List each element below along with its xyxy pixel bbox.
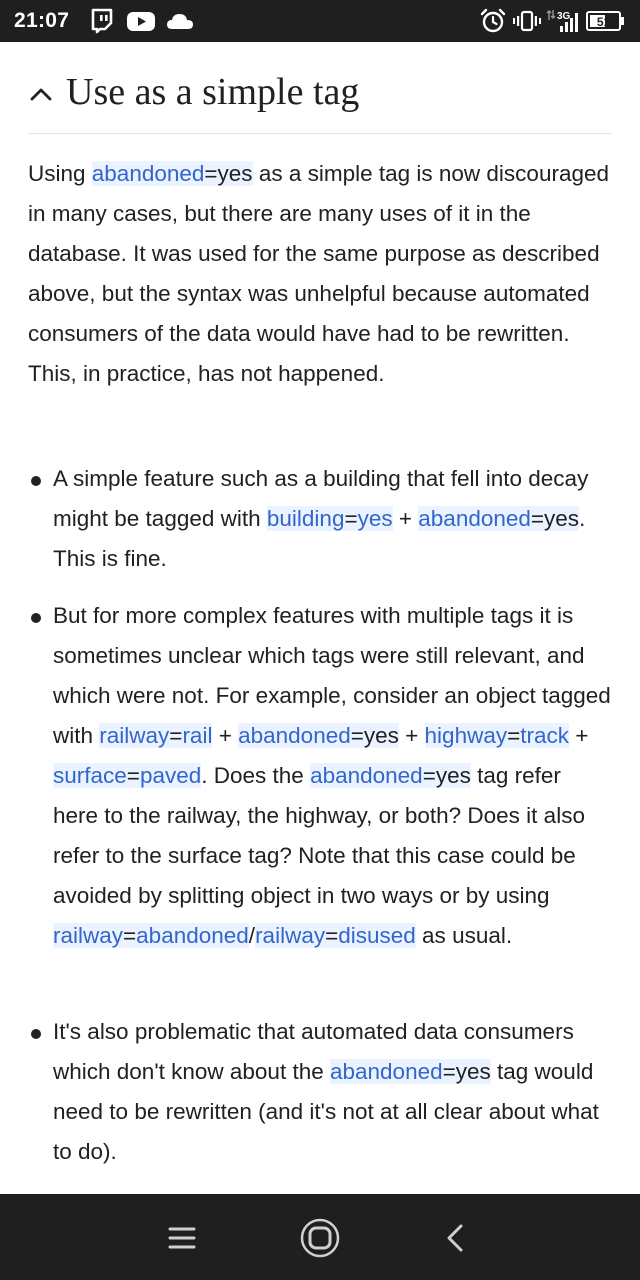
tag-eq: =: [422, 763, 436, 788]
back-icon[interactable]: [434, 1216, 478, 1260]
tag-link-key[interactable]: building: [266, 506, 345, 531]
home-icon[interactable]: [298, 1216, 342, 1260]
text: +: [569, 723, 589, 748]
text: /: [248, 923, 256, 948]
text: Using: [28, 161, 92, 186]
tag-link-key[interactable]: railway: [53, 923, 124, 948]
text: But for more complex features with multiple tags it is sometimes unclear which tags were still relevant, and which were not. For example, consider an object tagged with: [53, 603, 611, 748]
text: A simple feature such as a building that fell into decay might be tagged with: [53, 466, 589, 531]
chevron-up-icon[interactable]: [28, 82, 54, 108]
tag-value: yes: [435, 763, 471, 788]
tag-eq: =: [530, 506, 545, 531]
bullet-dot: [31, 613, 41, 623]
text: tag would need to be rewritten (and it's not at all clear about what to do).: [53, 1059, 599, 1164]
bullet-dot: [31, 476, 41, 486]
tag-link-value[interactable]: rail: [182, 723, 213, 748]
tag-value: yes: [217, 161, 253, 186]
section-header[interactable]: [28, 64, 612, 134]
list-item: [28, 596, 612, 956]
article-content: [0, 42, 640, 1194]
tag-link-key[interactable]: abandoned: [91, 161, 205, 186]
text: as usual.: [415, 923, 513, 948]
tag-eq: =: [442, 1059, 456, 1084]
battery-icon: [586, 8, 626, 34]
tag-link-key[interactable]: abandoned: [418, 506, 531, 531]
tag-link-key[interactable]: abandoned: [310, 763, 423, 788]
text: . Does the: [201, 763, 311, 788]
network-type-label: 3G: [557, 11, 571, 22]
tag-link-key[interactable]: surface: [53, 763, 127, 788]
battery-level: 51: [596, 15, 611, 29]
tag-eq: =: [126, 763, 140, 788]
tag-link-value[interactable]: abandoned: [136, 923, 249, 948]
tag-link-key[interactable]: highway: [424, 723, 508, 748]
list-item: [28, 1012, 612, 1172]
signal-icon: [546, 8, 582, 34]
tag-link-key[interactable]: abandoned: [238, 723, 351, 748]
tag-eq: =: [123, 923, 137, 948]
tag-link-value[interactable]: paved: [139, 763, 202, 788]
text: It's also problematic that automated data consumers which don't know about the: [53, 1019, 574, 1084]
tag-link-key[interactable]: railway: [99, 723, 170, 748]
list-item: [28, 459, 612, 579]
twitch-icon: [90, 8, 114, 34]
tag-eq: =: [344, 506, 358, 531]
system-nav-bar: [0, 1194, 640, 1280]
tag-link-value[interactable]: disused: [338, 923, 416, 948]
tag-link-key[interactable]: abandoned: [329, 1059, 443, 1084]
section-title: Use as a simple tag: [66, 71, 360, 113]
vibrate-icon: [512, 8, 542, 34]
bullet-dot: [31, 1029, 41, 1039]
text: +: [398, 723, 425, 748]
youtube-icon: [126, 8, 156, 34]
status-bar: [0, 0, 640, 42]
tag-link-value[interactable]: yes: [357, 506, 393, 531]
tag-value: yes: [363, 723, 399, 748]
text: . This is fine.: [53, 506, 586, 571]
text: tag refer here to the railway, the highway, or both? Does it also refer to the surface tag? Note that this case could be avoided by splitting object in two ways or by using: [53, 763, 585, 908]
tag-eq: =: [204, 161, 218, 186]
cloud-icon: [166, 8, 194, 34]
tag-value: yes: [544, 506, 580, 531]
tag-value: yes: [455, 1059, 491, 1084]
tag-eq: =: [325, 923, 339, 948]
tag-eq: =: [169, 723, 183, 748]
tag-eq: =: [507, 723, 521, 748]
tag-link-key[interactable]: railway: [255, 923, 326, 948]
menu-icon[interactable]: [160, 1216, 204, 1260]
tag-link-value[interactable]: track: [520, 723, 570, 748]
alarm-icon: [480, 8, 506, 34]
clock: 21:07: [14, 9, 70, 32]
text: +: [392, 506, 419, 531]
intro-paragraph: [28, 154, 612, 394]
text: +: [212, 723, 239, 748]
tag-eq: =: [350, 723, 364, 748]
text: as a simple tag is now discouraged in many cases, but there are many uses of it in the database. It was used for the same purpose as described above, but the syntax was unhelpful because automated consumers of the data would have had to be rewritten. This, in practice, has not happened.: [28, 161, 610, 386]
